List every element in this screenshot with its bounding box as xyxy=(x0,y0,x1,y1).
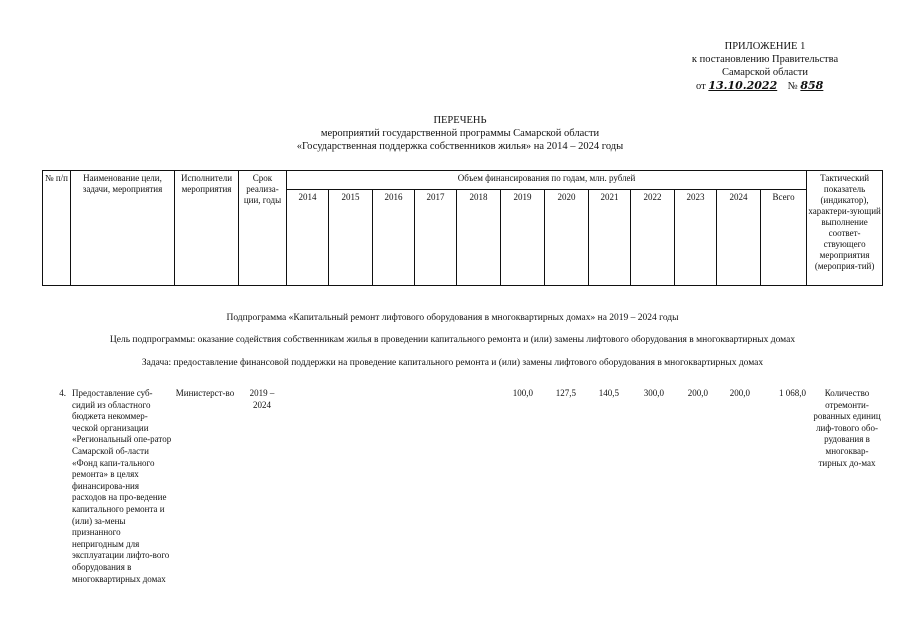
col-year: 2016 xyxy=(373,190,415,286)
col-year: 2015 xyxy=(329,190,373,286)
col-year: 2024 xyxy=(717,190,761,286)
row-number: 4. xyxy=(59,388,66,398)
value-2020: 127,5 xyxy=(555,388,576,398)
row-indicator: Количество отремонти-рованных единиц лиф-тового обо-рудования в многоквар-тирных до-мах xyxy=(813,388,881,468)
annex-date-line xyxy=(660,79,870,93)
col-indicator: Тактический показатель (индикатор), характери-зующий выполнение соответ-ствующего мероприятия (мероприя-тий) xyxy=(807,171,883,286)
col-funding: Объем финансирования по годам, млн. рублей xyxy=(287,171,807,190)
row-executor: Министерст-во xyxy=(175,388,235,398)
title-line-3: «Государственная поддержка собственников жилья» на 2014 – 2024 годы xyxy=(296,141,624,152)
col-total: Всего xyxy=(761,190,807,286)
row-name: Предоставление суб-сидий из областного бюджета некоммер-ческой организации «Региональный опе-ратор Самарской об-ласти «Фонд капи-тального ремонта» в целях финансирова-ния расходов на про-ведение капитального ремонта и (или) за-мены признанного непригодным для эксплуатации лифто-вого оборудования в многоквартирных домах xyxy=(72,388,172,584)
col-num: № п/п xyxy=(43,171,71,286)
value-2023: 200,0 xyxy=(687,388,708,398)
date-prefix: от xyxy=(696,81,706,92)
col-term: Срок реализа-ции, годы xyxy=(239,171,287,286)
annex-line-3: Самарской области xyxy=(722,67,808,78)
value-2019: 100,0 xyxy=(512,388,533,398)
number-prefix: № xyxy=(787,81,798,92)
value-2022: 300,0 xyxy=(643,388,664,398)
title-line-1: ПЕРЕЧЕНЬ xyxy=(433,115,487,126)
col-year: 2020 xyxy=(545,190,589,286)
col-year: 2022 xyxy=(631,190,675,286)
annex-block xyxy=(660,40,870,93)
row-term: 2019 – 2024 xyxy=(249,388,275,410)
date-value: 13.10.2022 xyxy=(708,79,778,92)
col-executors: Исполнители мероприятия xyxy=(175,171,239,286)
col-year: 2014 xyxy=(287,190,329,286)
col-year: 2018 xyxy=(457,190,501,286)
col-year: 2019 xyxy=(501,190,545,286)
subprogram-title: Подпрограмма «Капитальный ремонт лифтового оборудования в многоквартирных домах» на 2019 – 2024 годы xyxy=(226,313,679,323)
col-year: 2017 xyxy=(415,190,457,286)
col-year: 2023 xyxy=(675,190,717,286)
col-name: Наименование цели, задачи, мероприятия xyxy=(71,171,175,286)
subprogram-goal: Цель подпрограммы: оказание содействия собственникам жилья в проведении капитального ремонта и (или) замены лифтового оборудования в многоквартирных домах xyxy=(109,335,796,345)
subprogram-task: Задача: предоставление финансовой поддержки на проведение капитального ремонта и (или) замены лифтового оборудования в многоквартирных домах xyxy=(141,358,764,368)
value-total: 1 068,0 xyxy=(779,388,806,398)
annex-line-2: к постановлению Правительства xyxy=(691,54,839,65)
title-line-2: мероприятий государственной программы Самарской области xyxy=(320,128,600,139)
value-2021: 140,5 xyxy=(598,388,619,398)
document-title xyxy=(200,114,720,153)
number-value: 858 xyxy=(800,79,824,92)
header-table xyxy=(42,170,883,286)
value-2024: 200,0 xyxy=(729,388,750,398)
col-year: 2021 xyxy=(589,190,631,286)
annex-title: ПРИЛОЖЕНИЕ 1 xyxy=(724,41,806,52)
